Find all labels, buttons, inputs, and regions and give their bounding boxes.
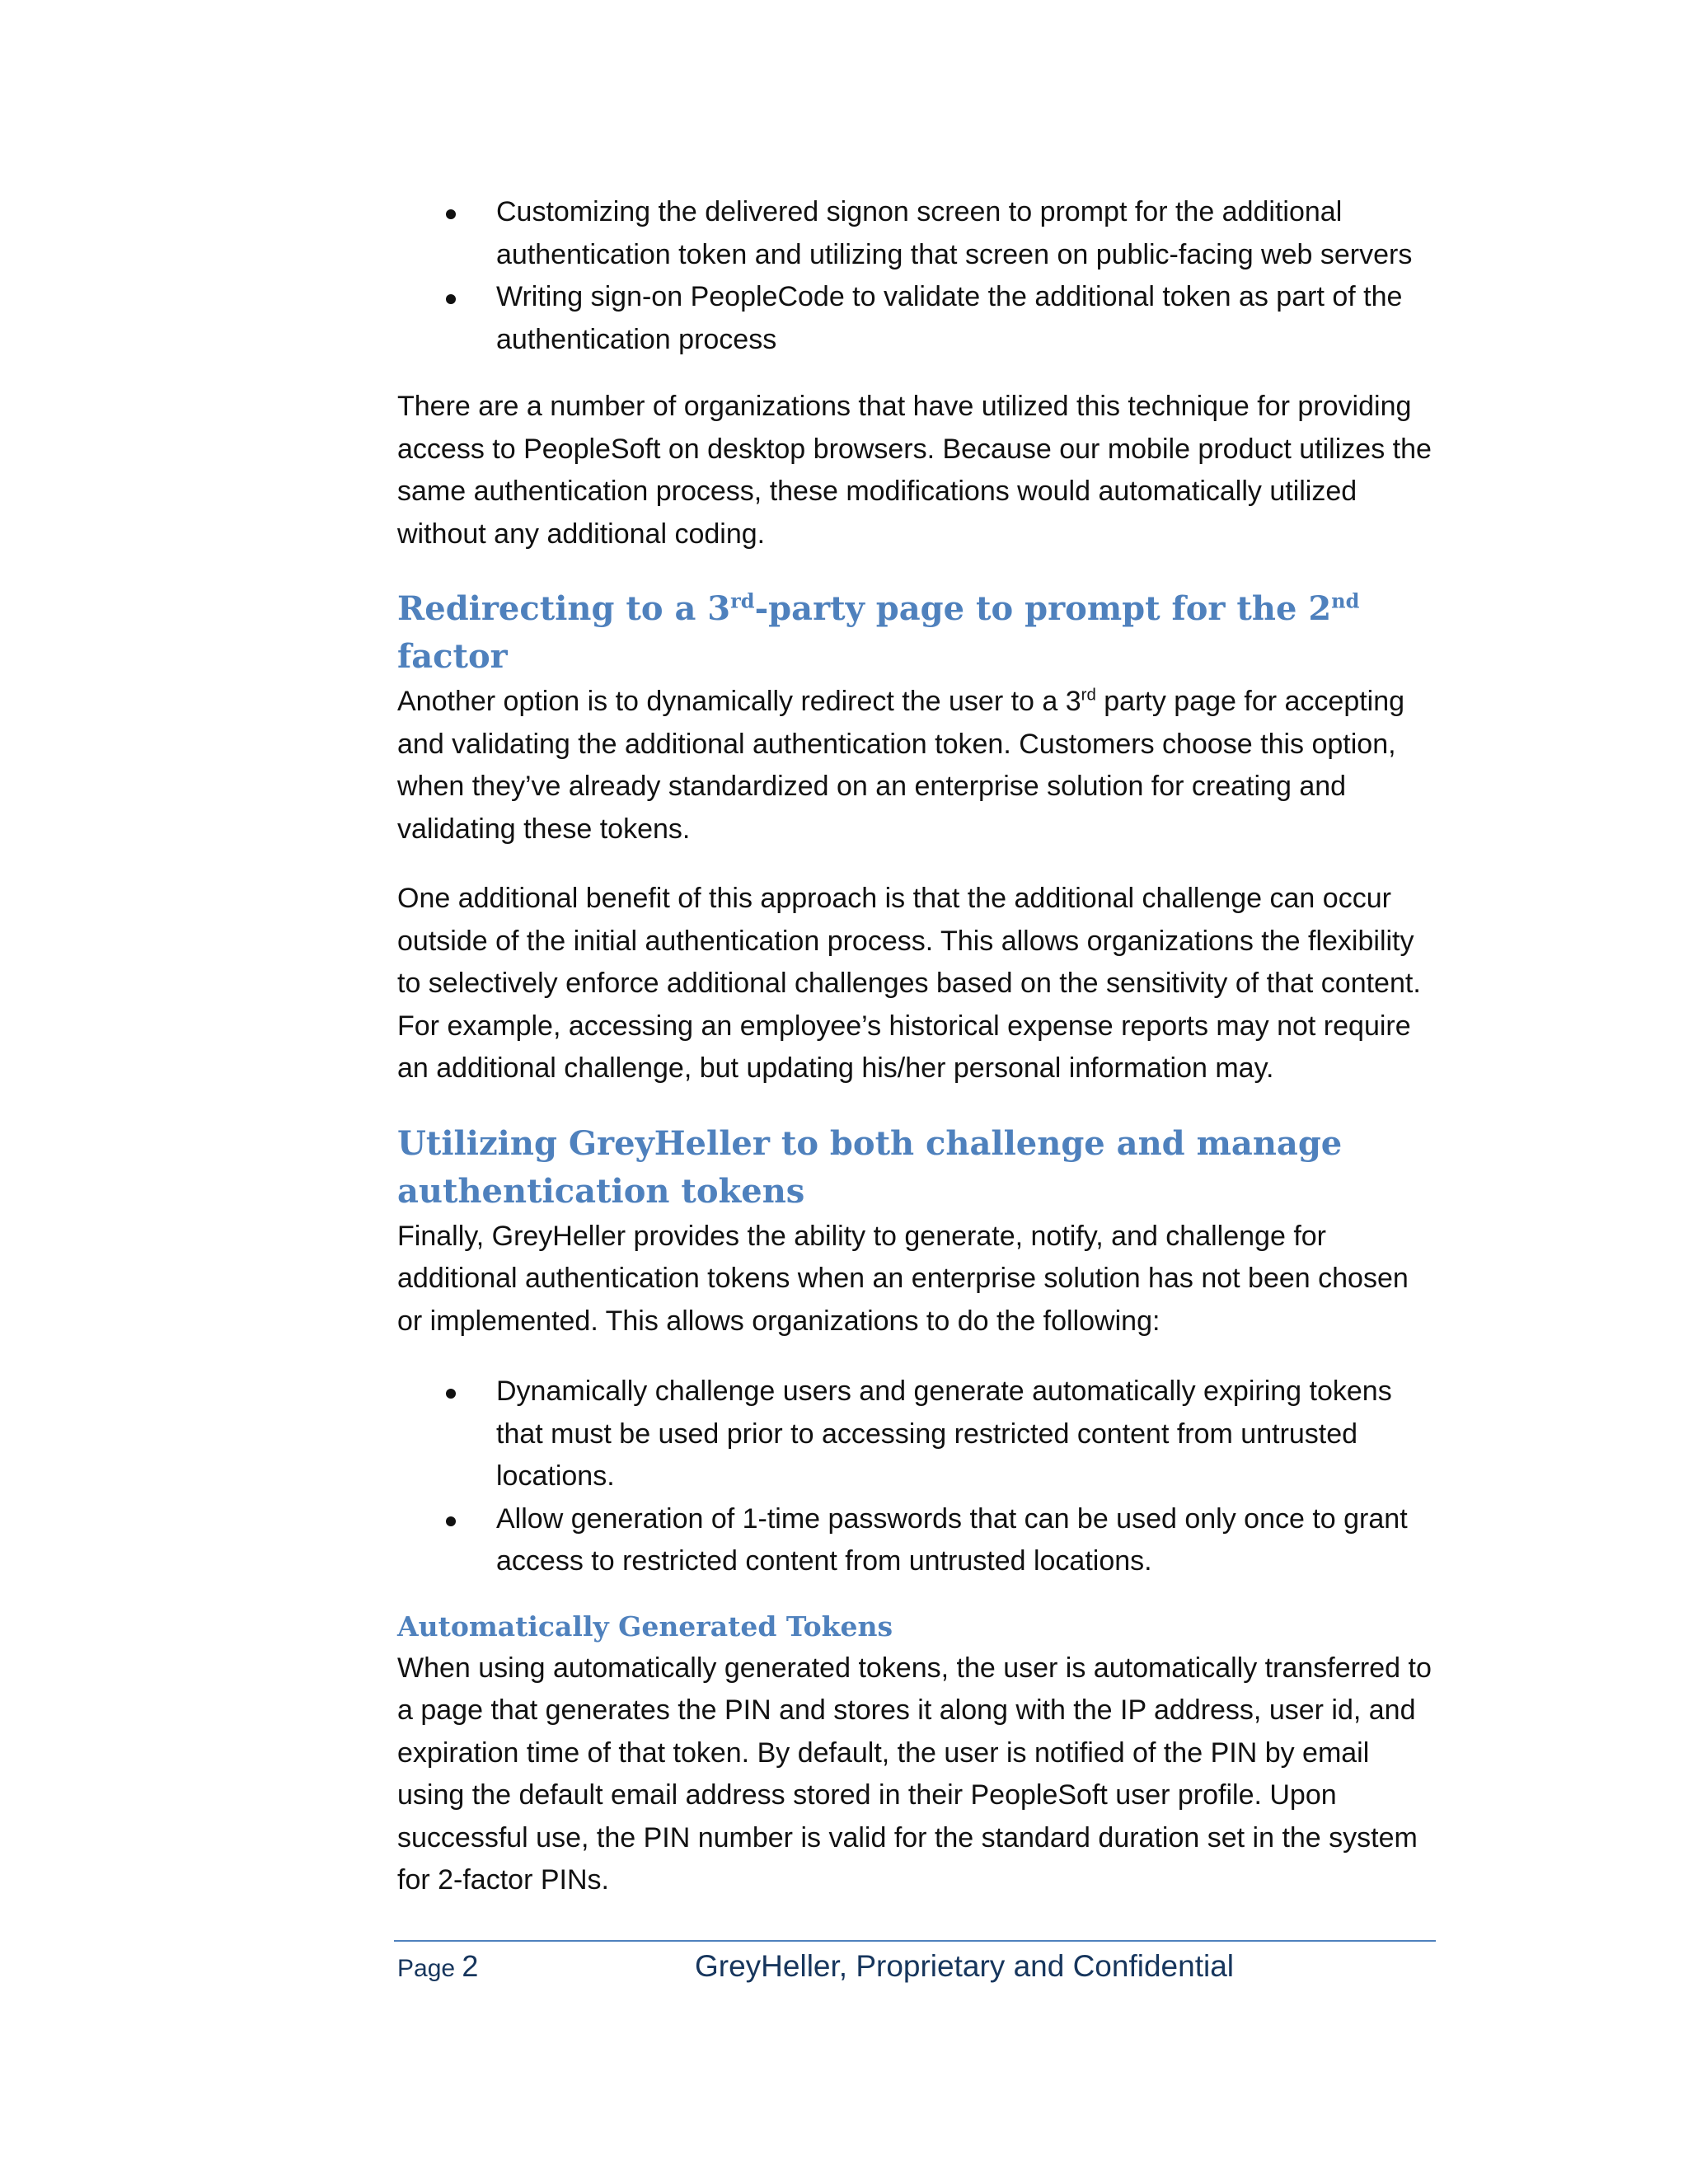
paragraph-desktop-browsers: There are a number of organizations that have utilized this technique for providing access to PeopleSoft on desktop browsers. Because our mobile product utilizes the same authentication process, these modifications would automatically utilized without any additional coding.	[397, 391, 1432, 550]
bullet-icon	[446, 209, 456, 219]
bullet-icon	[446, 1389, 456, 1399]
list-item: Customizing the delivered signon screen to prompt for the additional authentication token and utilizing that screen on public-facing web servers	[397, 191, 1436, 276]
list-item: Writing sign-on PeopleCode to validate the additional token as part of the authentication process	[397, 276, 1436, 361]
paragraph-additional-benefit: One additional benefit of this approach is that the additional challenge can occur outside of the initial authentication process. This allows organizations the flexibility to selectively enforce additional challenges based on the sensitivity of that content. For example, accessing an employee’s historical expense reports may not require an additional challenge, but updating his/her personal information may.	[397, 883, 1421, 1084]
footer-divider	[394, 1940, 1436, 1942]
list-item: Allow generation of 1-time passwords that can be used only once to grant access to restricted content from untrusted locations.	[397, 1498, 1436, 1583]
paragraph-greyheller-ability: Finally, GreyHeller provides the ability to generate, notify, and challenge for additional authentication tokens when an enterprise solution has not been chosen or implemented. This allows organizations to do the following:	[397, 1220, 1409, 1337]
bullet-list-bottom	[397, 1371, 1436, 1583]
bullet-icon	[446, 294, 456, 304]
paragraph-redirect-option: Another option is to dynamically redirect the user to a 3rd party page for accepting and validating the additional authentication token. Customers choose this option, when they’ve already standardized on an enterprise solution for creating and validating these tokens.	[397, 686, 1405, 845]
bullet-list-top	[397, 191, 1436, 361]
page-content	[397, 191, 1436, 1902]
section-heading-redirecting: Redirecting to a 3rd-party page to prompt for the 2nd factor	[397, 588, 1360, 676]
section-heading-greyheller: Utilizing GreyHeller to both challenge and manage authentication tokens	[397, 1123, 1343, 1211]
bullet-icon	[446, 1516, 456, 1526]
footer-confidential-text: GreyHeller, Proprietary and Confidential	[695, 1949, 1234, 1983]
list-item: Dynamically challenge users and generate automatically expiring tokens that must be used prior to accessing restricted content from untrusted locations.	[397, 1371, 1436, 1498]
paragraph-auto-tokens: When using automatically generated tokens, the user is automatically transferred to a page that generates the PIN and stores it along with the IP address, user id, and expiration time of that token. By default, the user is notified of the PIN by email using the default email address stored in their PeopleSoft user profile. Upon successful use, the PIN number is valid for the standard duration set in the system for 2-factor PINs.	[397, 1652, 1432, 1896]
subsection-heading-auto-tokens: Automatically Generated Tokens	[397, 1610, 893, 1643]
footer-page-number: Page 2	[397, 1949, 479, 1983]
